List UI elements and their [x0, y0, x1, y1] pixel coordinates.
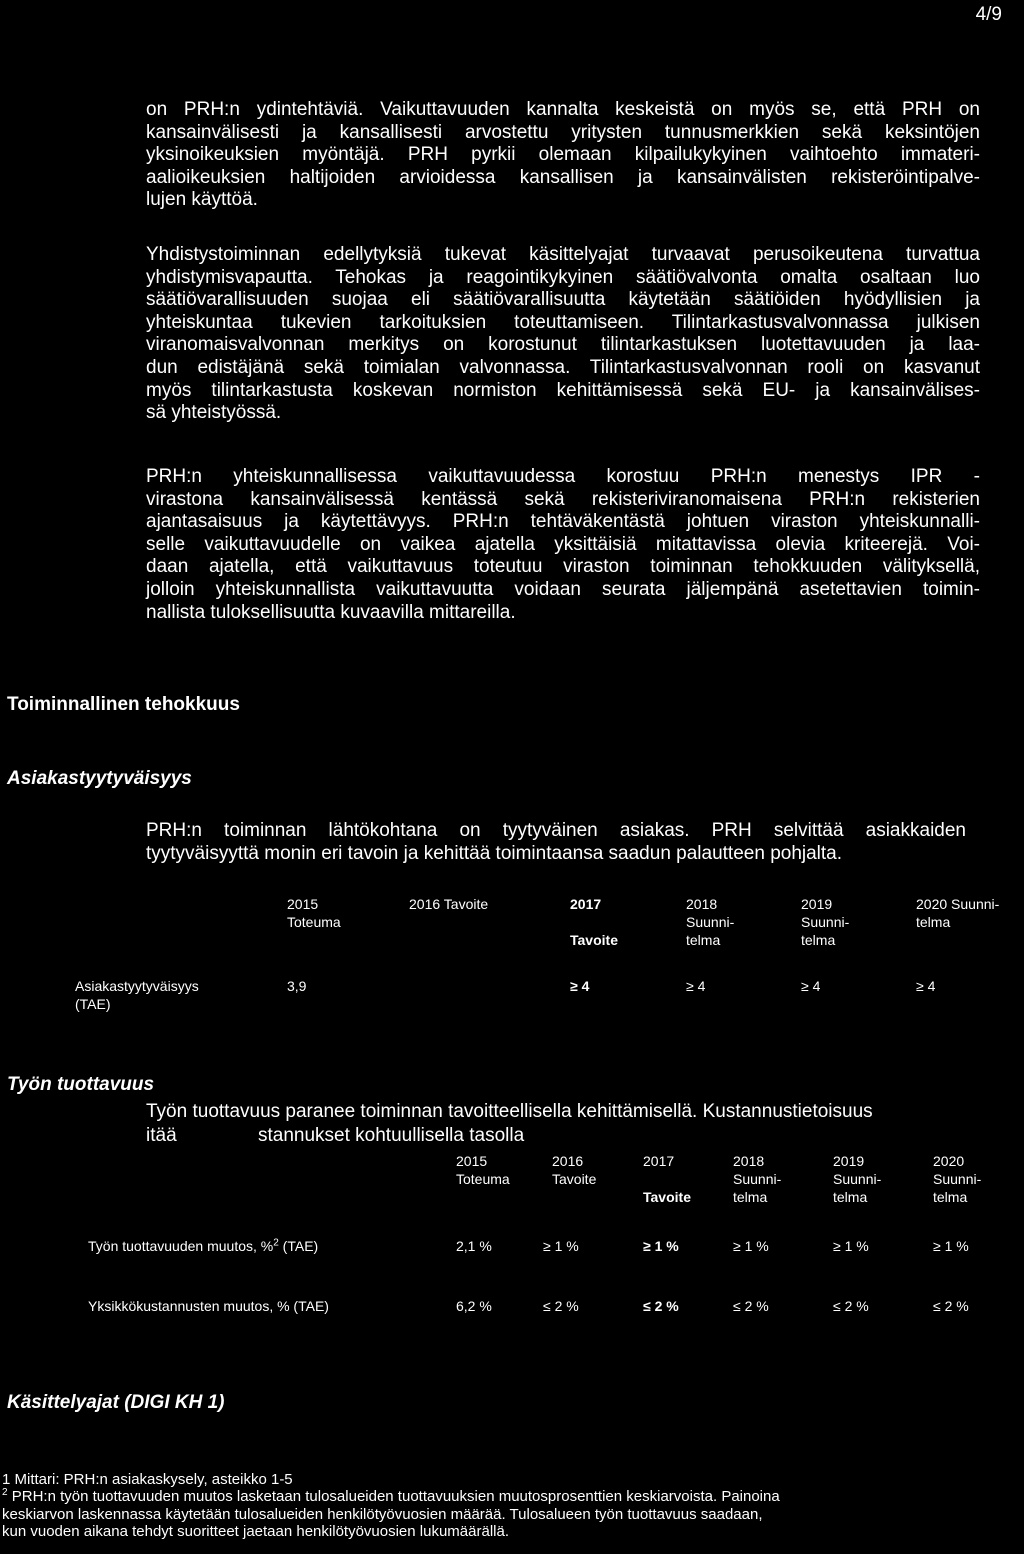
text-line: lujen käyttöä.	[146, 189, 258, 211]
text-line: yksinoikeuksien myöntäjä. PRH pyrkii olemaan kilpailukykyinen vaihtoehto immateri-	[146, 144, 980, 166]
table-cell: 2,1 %	[456, 1238, 492, 1254]
table-cell: ≤ 2 %	[733, 1298, 769, 1314]
header-line: Tavoite	[552, 1171, 597, 1187]
table-header-2015	[287, 895, 341, 931]
table-cell: ≤ 2 %	[833, 1298, 869, 1314]
table-row-label	[75, 977, 199, 1013]
table-cell: ≥ 4	[916, 978, 936, 994]
table-header-2015	[456, 1152, 510, 1188]
table-header-2017	[643, 1152, 691, 1206]
productivity-text-line-2a: itää	[146, 1125, 177, 1146]
header-line: 2019	[833, 1153, 865, 1169]
table-header-2020	[916, 895, 999, 931]
text-line: sä yhteistyössä.	[146, 402, 282, 424]
header-line: Suunni-	[801, 914, 850, 930]
text-line: tyytyväisyyttä monin eri tavoin ja kehittää toimintaansa saadun palautteen pohjalta.	[146, 842, 843, 864]
header-line: Toteuma	[456, 1171, 510, 1187]
table-cell: ≥ 1 %	[833, 1238, 869, 1254]
processing-times-heading: Käsittelyajat (DIGI KH 1)	[7, 1392, 225, 1413]
table-cell: ≥ 4	[686, 978, 706, 994]
table-cell: ≥ 1 %	[733, 1238, 769, 1254]
text-line: on PRH:n ydintehtäviä. Vaikuttavuuden kannalta keskeistä on myös se, että PRH on	[146, 99, 980, 120]
header-line: 2016 Tavoite	[409, 896, 489, 912]
text-line: Yhdistystoiminnan edellytyksiä tukevat käsittelyajat turvaavat perusoikeutena turvattua	[146, 244, 980, 265]
customer-satisfaction-heading: Asiakastyytyväisyys	[7, 768, 192, 789]
text-line: säätiövarallisuuden suojaa eli säätiövarallisuutta käytetään säätiöiden hyödyllisien ja	[146, 289, 980, 311]
header-line: telma	[833, 1189, 868, 1205]
footnote-mark: 2	[273, 1237, 279, 1249]
footnote-1: 1 Mittari: PRH:n asiakaskysely, asteikko 1-5	[2, 1471, 293, 1488]
table-cell: ≥ 1 %	[933, 1238, 969, 1254]
productivity-text-line-2b: stannukset kohtuullisella tasolla	[258, 1125, 525, 1146]
header-line: Suunni-	[833, 1171, 882, 1187]
table-cell: ≤ 2 %	[933, 1298, 969, 1314]
row-label-line: Asiakastyytyväisyys	[75, 978, 199, 994]
text-line: yhteiskuntaa tukevien tarkoituksien toteuttamiseen. Tilintarkastusvalvonnassa julkisen	[146, 311, 980, 333]
table-row-label	[88, 1237, 318, 1255]
table-cell: ≤ 2 %	[643, 1298, 679, 1314]
table-cell: ≥ 1 %	[543, 1238, 579, 1254]
table-cell: 6,2 %	[456, 1298, 492, 1314]
header-line: telma	[933, 1189, 968, 1205]
header-line: 2018	[686, 896, 718, 912]
productivity-heading: Työn tuottavuus	[7, 1074, 155, 1095]
header-line: 2020	[933, 1153, 965, 1169]
header-line: 2017	[570, 896, 602, 912]
section-heading: Toiminnallinen tehokkuus	[7, 694, 240, 715]
table-header-2017	[570, 895, 618, 949]
text-line: myös tilintarkastusta koskevan normiston kehittämisessä sekä EU- ja kansainvälises-	[146, 379, 980, 401]
header-line: 2016	[552, 1153, 584, 1169]
text-line: kansainvälisesti ja kansallisesti arvostettu yritysten tunnusmerkkien sekä keksintöjen	[146, 121, 980, 143]
text-line: ajantasaisuus ja käytettävyys. PRH:n tehtäväkentästä johtuen viraston yhteiskunnalli-	[146, 511, 980, 533]
header-line: 2018	[733, 1153, 765, 1169]
table-cell: ≥ 1 %	[643, 1238, 679, 1254]
header-line: telma	[801, 932, 836, 948]
footnotes	[2, 1471, 780, 1541]
table-header-2016	[409, 895, 488, 913]
text-line: nallista tuloksellisuutta kuvaavilla mittareilla.	[146, 601, 516, 623]
header-line: Tavoite	[643, 1189, 691, 1205]
intro-paragraph-3	[146, 466, 980, 624]
table-cell: ≥ 4	[801, 978, 821, 994]
table-header-2019	[801, 895, 849, 949]
text-line: selle vaikuttavuudelle on vaikea ajatella yksittäisiä mitattavissa olevia kriteerejä. Voi-	[146, 533, 980, 555]
header-line: telma	[686, 932, 721, 948]
text-line: PRH:n toiminnan lähtökohtana on tyytyväinen asiakas. PRH selvittää asiakkaiden	[146, 820, 966, 841]
table-header-2018	[733, 1152, 781, 1206]
footnote-line: kun vuoden aikana tehdyt suoritteet jaetaan henkilötyövuosien lukumäärällä.	[2, 1523, 509, 1541]
footnote-text: PRH:n työn tuottavuuden muutos lasketaan tulosalueiden tuottavuuksien muutosprosenttien keskiarvoista. Painoina	[7, 1488, 780, 1506]
text-line: dun edistäjänä sekä toimialan valvonnassa. Tilintarkastusvalvonnan rooli on kasvanut	[146, 356, 980, 378]
text-line: yhdistymisvapautta. Tehokas ja reagointikykyinen säätiövalvonta omalta osaltaan luo	[146, 266, 980, 288]
table-header-2019	[833, 1152, 881, 1206]
header-line: 2015	[287, 896, 319, 912]
text-line: viranomaisvalvonnan merkitys on korostunut tilintarkastuksen luotettavuuden ja laa-	[146, 334, 980, 356]
customer-satisfaction-text	[146, 820, 966, 865]
intro-paragraph-2	[146, 244, 980, 425]
table-header-2018	[686, 895, 734, 949]
table-header-2016	[552, 1152, 596, 1188]
header-line: telma	[916, 914, 951, 930]
header-line: Suunni-	[933, 1171, 982, 1187]
header-line: telma	[733, 1189, 768, 1205]
row-label-tail: (TAE)	[278, 1238, 319, 1254]
table-cell: ≤ 2 %	[543, 1298, 579, 1314]
footnote-line: keskiarvon laskennassa käytetään tulosalueiden henkilötyövuosien määrää. Tulosalueen työn tuottavuus saadaan,	[2, 1505, 763, 1523]
row-label-line: (TAE)	[75, 996, 111, 1012]
text-line: PRH:n yhteiskunnallisessa vaikuttavuudessa korostuu PRH:n menestys IPR -	[146, 466, 980, 487]
header-line: 2019	[801, 896, 833, 912]
header-line: Tavoite	[570, 932, 618, 948]
table-cell: ≥ 4	[570, 978, 590, 994]
header-line: Toteuma	[287, 914, 341, 930]
text-line: virastona kansainvälisessä kentässä sekä rekisteriviranomaisena PRH:n rekisterien	[146, 488, 980, 510]
footnote-mark: 2	[2, 1487, 8, 1499]
footnote-2	[2, 1488, 780, 1505]
text-line: aalioikeuksien haltijoiden arvioidessa kansallisen ja kansainvälisten rekisteröintipalve-	[146, 166, 980, 188]
table-cell: 3,9	[287, 978, 307, 994]
header-line: 2020 Suunni-	[916, 896, 1000, 912]
productivity-text-line-1: Työn tuottavuus paranee toiminnan tavoitteellisella kehittämisellä. Kustannustietoisuus	[146, 1101, 873, 1122]
text-line: daan ajatella, että vaikuttavuus toteutuu viraston toiminnan tehokkuuden välityksellä,	[146, 556, 980, 578]
text-line: jolloin yhteiskunnallista vaikuttavuutta voidaan seurata jäljempänä asetettavien toimin-	[146, 578, 980, 600]
header-line: 2017	[643, 1153, 675, 1169]
intro-paragraph-1	[146, 99, 980, 212]
page-number: 4/9	[975, 4, 1002, 25]
table-header-2020	[933, 1152, 981, 1206]
header-line: Suunni-	[686, 914, 735, 930]
table-row-label: Yksikkökustannusten muutos, % (TAE)	[88, 1298, 329, 1314]
row-label-text: Työn tuottavuuden muutos, %	[88, 1238, 274, 1254]
header-line: Suunni-	[733, 1171, 782, 1187]
header-line: 2015	[456, 1153, 488, 1169]
